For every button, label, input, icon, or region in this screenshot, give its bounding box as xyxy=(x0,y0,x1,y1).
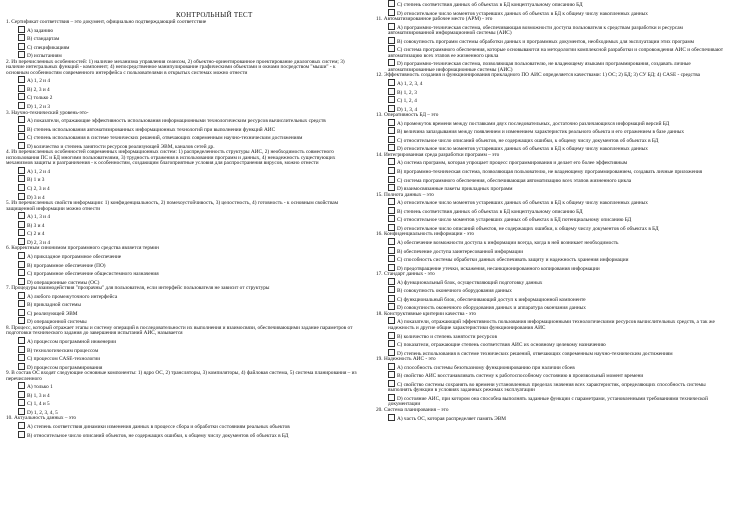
answer-text: D) предотвращение утечки, искажения, несанкционированного копирования информации xyxy=(397,265,600,272)
answer-option[interactable] xyxy=(376,88,728,97)
checkbox-icon[interactable] xyxy=(388,394,395,401)
answer-text: B) относительное число описаний объектов, не содержащих ошибки, к общему числу документов об объектах в БД xyxy=(27,432,289,439)
answer-text: B) 1 и 3 xyxy=(27,177,45,184)
answer-text: B) технологическим процессом xyxy=(27,347,99,354)
checkbox-icon[interactable] xyxy=(388,363,395,370)
answer-option[interactable] xyxy=(6,221,358,230)
answer-text: A) способность системы безотказному функционированию при наличии сбоев xyxy=(397,364,575,371)
answer-option[interactable] xyxy=(376,332,728,341)
question-text: 15. Полнота данных – это xyxy=(376,191,434,198)
answer-option[interactable] xyxy=(376,286,728,295)
answer-option[interactable] xyxy=(6,167,358,176)
question-text: 7. Процедуры взаимодействия "прозрачны" для пользователя, если интерфейс пользователя не зависит от структуры xyxy=(6,285,270,292)
checkbox-icon[interactable] xyxy=(18,221,25,228)
answer-option[interactable] xyxy=(376,176,728,185)
checkbox-icon[interactable] xyxy=(388,158,395,165)
checkbox-icon[interactable] xyxy=(388,332,395,339)
answer-option[interactable] xyxy=(6,26,358,35)
answer-option[interactable] xyxy=(376,0,728,9)
answer-text: C) 2, 3 и 4 xyxy=(27,186,50,193)
answer-text: D) взаимосвязанные пакеты прикладных программ xyxy=(397,186,513,193)
answer-text: A) степень соответствия динамики изменения данных в процессе сбора и обработки состояниям реальных объектов xyxy=(27,423,290,430)
checkbox-icon[interactable] xyxy=(18,278,25,285)
answer-option[interactable] xyxy=(6,300,358,309)
checkbox-icon[interactable] xyxy=(18,175,25,182)
answer-text: C) способность системы обработки данных обеспечивать защиту и надежность хранения информации xyxy=(397,257,629,264)
checkbox-icon[interactable] xyxy=(18,252,25,259)
question-block xyxy=(376,113,728,153)
checkbox-icon[interactable] xyxy=(388,380,395,387)
question-block xyxy=(376,232,728,272)
checkbox-icon[interactable] xyxy=(18,125,25,132)
question-text: 11. Автоматизированное рабочее место (АРМ) - это xyxy=(376,16,493,23)
checkbox-icon[interactable] xyxy=(18,399,25,406)
question-block xyxy=(376,193,728,233)
answer-option[interactable] xyxy=(376,45,728,59)
checkbox-icon[interactable] xyxy=(388,105,395,112)
answer-option[interactable] xyxy=(6,116,358,125)
answer-option[interactable] xyxy=(6,175,358,184)
answer-option[interactable] xyxy=(6,212,358,221)
question-block xyxy=(376,17,728,73)
answer-text: C) 2 и 4 xyxy=(27,231,45,238)
question-block xyxy=(6,246,358,286)
answer-text: B) свойство АИС восстанавливать систему к работоспособному состоянию в произвольный момент времени xyxy=(397,373,644,380)
answer-text: A) относительное число моментов устаревших данных об объектах в БД к общему числу накопленных данных xyxy=(397,200,648,207)
answer-text: A) 1, 2 и 4 xyxy=(27,168,50,175)
question-text: 5. Из перечисленных свойств информации: 1) конфиденциальность, 2) помехоустойчивость, 3) целостность, 4) готовность - к основным свойствам защищенной информации можно отнести xyxy=(6,200,339,212)
checkbox-icon[interactable] xyxy=(18,269,25,276)
question-block xyxy=(376,312,728,357)
answer-text: C) степень использования в системе технических решений, отвечающих современным научно-техническим достижениям xyxy=(27,135,303,142)
checkbox-icon[interactable] xyxy=(18,142,25,149)
checkbox-icon[interactable] xyxy=(18,93,25,100)
answer-text: D) программно-техническая система, позволяющая пользователю, не владеющему языками программирования, создавать личные автоматизированные информационные системы (АИС) xyxy=(388,61,691,73)
checkbox-icon[interactable] xyxy=(18,422,25,429)
question-text: 20. Система планирования – это xyxy=(376,406,449,413)
answer-text: D) степень использования в системе технических решений, отвечающих современным научно-техническим достижениям xyxy=(397,350,673,357)
question-block xyxy=(376,0,728,17)
answer-text: B) величина запаздывания между появлением и изменением характеристик реального объекта и его отражением в базе данных xyxy=(397,129,685,136)
answer-text: А) заданию xyxy=(27,27,54,34)
checkbox-icon[interactable] xyxy=(18,85,25,92)
answer-option[interactable] xyxy=(6,43,358,52)
question-text: 17. Стандарт данных - это xyxy=(376,271,435,278)
answer-text: C) система программного обеспечения, которые основываются на методологии комплексной разработки и сопровождения АИС и обеспечивают автоматизацию всех этапов ее жизненного цикла xyxy=(388,47,724,59)
answer-option[interactable] xyxy=(6,229,358,238)
checkbox-icon[interactable] xyxy=(388,207,395,214)
checkbox-icon[interactable] xyxy=(388,414,395,421)
checkbox-icon[interactable] xyxy=(18,363,25,370)
checkbox-icon[interactable] xyxy=(18,116,25,123)
checkbox-icon[interactable] xyxy=(18,102,25,109)
answer-option[interactable] xyxy=(6,34,358,43)
answer-text: B) количество и степень занятости ресурсов xyxy=(397,333,497,340)
answer-option[interactable] xyxy=(376,278,728,287)
answer-option[interactable] xyxy=(376,96,728,105)
answer-text: C) показатели, отражающие степень соответствия АИС их основному целевому назначению xyxy=(397,342,606,349)
answer-option[interactable] xyxy=(6,85,358,94)
answer-text: B) обеспечение доступа заинтересованной информации xyxy=(397,248,524,255)
answer-option[interactable] xyxy=(376,371,728,380)
answer-text: A) обеспечение возможности доступа к информации всегда, когда в ней возникает необходимость xyxy=(397,239,619,246)
checkbox-icon[interactable] xyxy=(18,309,25,316)
answer-text: C) программное обеспечение общесистемного назначения xyxy=(27,271,159,278)
answer-text: A) 1, 2 и 4 xyxy=(27,78,50,85)
answer-option[interactable] xyxy=(376,394,728,408)
answer-option[interactable] xyxy=(376,340,728,349)
answer-text: C) относительное число описаний объектов, не содержащих ошибки, к общему числу документов об объектах в БД xyxy=(397,137,659,144)
question-text: 9. В состав ОС входят следующие основные компоненты: 1) ядро ОС, 2) трансляторы, 3) компиляторы, 4) файловая система, 5) система планирования – из перечисленного xyxy=(6,370,357,382)
right-column xyxy=(376,0,728,422)
question-text: 1. Сертификат соответствия – это документ, официально подтверждающий соответствие xyxy=(6,19,207,25)
answer-text: A) программно-техническая система, обеспечивающая возможности доступа пользователя к средствам разработки и ресурсам автоматизированной информационной системы (АИС) xyxy=(388,24,683,37)
checkbox-icon[interactable] xyxy=(388,136,395,143)
answer-option[interactable] xyxy=(6,354,358,363)
answer-option[interactable] xyxy=(376,79,728,88)
answer-text: A) только 1 xyxy=(27,384,53,391)
answer-text: B) степень использования автоматизированных информационных технологий при выполнении функций АИС xyxy=(27,126,276,133)
answer-option[interactable] xyxy=(376,247,728,256)
question-block xyxy=(6,416,358,439)
checkbox-icon[interactable] xyxy=(18,133,25,140)
answer-text: B) совокупность программ системы обработки данных и программных документов, необходимых для эксплуатации этих программ xyxy=(397,38,695,45)
answer-option[interactable] xyxy=(376,238,728,247)
answer-option[interactable] xyxy=(376,363,728,372)
question-block xyxy=(376,408,728,422)
checkbox-icon[interactable] xyxy=(18,317,25,324)
checkbox-icon[interactable] xyxy=(388,79,395,86)
answer-option[interactable] xyxy=(6,133,358,142)
answer-text: D) операционные системы (ОС) xyxy=(27,279,100,286)
answer-text: B) 2, 3 и 4 xyxy=(27,86,50,93)
answer-text: D) процессом программирования xyxy=(27,364,103,371)
question-text: 18. Конструктивные критерии качества - это xyxy=(376,310,477,317)
checkbox-icon[interactable] xyxy=(388,349,395,356)
answer-text: D) состояние АИС, при котором она способна выполнять заданные функции с параметрами, установленными требованиями технической документации xyxy=(388,395,708,408)
answer-text: C) процессом CASE-технологии xyxy=(27,356,101,363)
checkbox-icon[interactable] xyxy=(18,43,25,50)
answer-option[interactable] xyxy=(6,269,358,278)
checkbox-icon[interactable] xyxy=(18,212,25,219)
checkbox-icon[interactable] xyxy=(388,286,395,293)
checkbox-icon[interactable] xyxy=(18,337,25,344)
checkbox-icon[interactable] xyxy=(18,238,25,245)
answer-option[interactable] xyxy=(376,37,728,46)
answer-option[interactable] xyxy=(6,261,358,270)
question-block xyxy=(376,73,728,113)
checkbox-icon[interactable] xyxy=(388,184,395,191)
question-block xyxy=(6,60,358,111)
checkbox-icon[interactable] xyxy=(18,431,25,438)
answer-text: A) функциональный блок, осуществляющий подготовку данных xyxy=(397,279,543,286)
answer-text: B) программно-техническая система, позволяющая пользователю, не владеющему программированием, создавать личные приложения xyxy=(397,169,703,176)
answer-text: D) 1, 3, 4 xyxy=(397,106,418,113)
answer-option[interactable] xyxy=(6,252,358,261)
answer-text: B) программное обеспечение (ПО) xyxy=(27,262,106,269)
question-text: 16. Конфиденциальность информации - это xyxy=(376,231,475,238)
checkbox-icon[interactable] xyxy=(388,88,395,95)
answer-option[interactable] xyxy=(6,93,358,102)
answer-text: D) 3 и 4 xyxy=(27,194,45,201)
answer-text: C) относительное число моментов устаревших данных об объектах в БД потенциальному описанию БД xyxy=(397,217,632,224)
answer-option[interactable] xyxy=(376,136,728,145)
checkbox-icon[interactable] xyxy=(18,167,25,174)
question-text: 3. Научно-технический уровень-это- xyxy=(6,109,89,116)
question-block xyxy=(6,20,358,60)
checkbox-icon[interactable] xyxy=(18,354,25,361)
checkbox-icon[interactable] xyxy=(388,23,395,30)
checkbox-icon[interactable] xyxy=(388,198,395,205)
question-block xyxy=(6,111,358,151)
question-text: 19. Надежность АИС - это xyxy=(376,356,436,363)
checkbox-icon[interactable] xyxy=(388,224,395,231)
answer-text: D) 1, 2 и 3 xyxy=(27,104,50,111)
checkbox-icon[interactable] xyxy=(388,340,395,347)
answer-option[interactable] xyxy=(6,346,358,355)
checkbox-icon[interactable] xyxy=(18,229,25,236)
answer-text: A) система программ, которая упрощает процесс программирования и делает его более эффективным xyxy=(397,160,628,167)
answer-text: C) только 2 xyxy=(27,95,53,102)
answer-text: C) свойство системы сохранять во времени установленных пределах значения всех характеристик, определяющих способность системы выполнять функции в условиях заданных режимах эксплуатации xyxy=(388,381,706,394)
answer-text: D) относительное число описаний объектов, не содержащих ошибки, к общему числу документов об объектах в БД xyxy=(397,225,659,232)
question-text: 12. Эффективность создания и функционирования прикладного ПО АИС определяется качествами: 1) ОС; 2) БД; 3) СУ БД; 4) CASE - средства xyxy=(376,72,701,79)
answer-text: D) совокупность оконечного оборудования данных и аппаратура окончания данных xyxy=(397,305,586,312)
checkbox-icon[interactable] xyxy=(388,215,395,222)
checkbox-icon[interactable] xyxy=(18,193,25,200)
answer-text: C) реализующей ЭВМ xyxy=(27,310,78,317)
checkbox-icon[interactable] xyxy=(388,167,395,174)
checkbox-icon[interactable] xyxy=(388,317,395,324)
answer-text: B) 1, 3 и 4 xyxy=(27,392,50,399)
question-text: 6. Корректным синонимом программного средства является термин xyxy=(6,245,159,252)
answer-text: C) 1, 2, 4 xyxy=(397,98,417,105)
checkbox-icon[interactable] xyxy=(18,300,25,307)
checkbox-icon[interactable] xyxy=(388,37,395,44)
checkbox-icon[interactable] xyxy=(388,144,395,151)
checkbox-icon[interactable] xyxy=(388,303,395,310)
checkbox-icon[interactable] xyxy=(388,264,395,271)
answer-text: A) 1, 2, 3, 4 xyxy=(397,81,423,88)
question-text: 8. Процесс, который отражает этапы и систему операций в последовательности их выполнения и взаимосвязи, обеспечивающими задание параметров от подготовки технического задания до завершения испытаний АИС, называется xyxy=(6,324,353,337)
checkbox-icon[interactable] xyxy=(388,9,395,16)
answer-option[interactable] xyxy=(6,431,358,440)
answer-option[interactable] xyxy=(376,414,728,423)
answer-option[interactable] xyxy=(6,125,358,134)
checkbox-icon[interactable] xyxy=(388,127,395,134)
answer-option[interactable] xyxy=(6,391,358,400)
answer-option[interactable] xyxy=(376,119,728,128)
checkbox-icon[interactable] xyxy=(388,238,395,245)
answer-text: A) любого промежуточного интерфейса xyxy=(27,293,118,300)
answer-text: A) 1, 3 и 4 xyxy=(27,214,50,221)
checkbox-icon[interactable] xyxy=(388,45,395,52)
checkbox-icon[interactable] xyxy=(18,76,25,83)
answer-text: A) прикладное программное обеспечение xyxy=(27,253,122,260)
answer-option[interactable] xyxy=(376,207,728,216)
answer-text: C) функциональный блок, обеспечивающий доступ к информационной компоненте xyxy=(397,296,586,303)
checkbox-icon[interactable] xyxy=(18,261,25,268)
answer-option[interactable] xyxy=(376,215,728,224)
answer-text: C) спецификациям xyxy=(27,44,70,51)
checkbox-icon[interactable] xyxy=(18,34,25,41)
answer-text: D) количество и степень занятости ресурсов реализующей ЭВМ, каналов сетей др. xyxy=(27,143,215,150)
question-block xyxy=(376,153,728,193)
answer-text: D) 2, 3 и 4 xyxy=(27,239,50,246)
checkbox-icon[interactable] xyxy=(18,184,25,191)
question-text: 4. Из перечисленных особенностей современных информационных систем: 1) распределенность структуры АИС, 2) необходимость совместного использования ПС и БД многими пользователями, 3) трудность отражения в использовании программ и данных, 4) ненадежность существующих механизмов защиты и разграничения - к особенностям, создающим благоприятные условия для распространения вирусов, можно отнести xyxy=(6,149,336,167)
answer-text: C) система программного обеспечения, обеспечивающая автоматизацию всех этапов жизненного цикла xyxy=(397,177,632,184)
answer-option[interactable] xyxy=(6,382,358,391)
question-text: 10. Актуальность данных – это xyxy=(6,415,76,422)
answer-text: A) часть ОС, которая распределяет память ЭВМ xyxy=(397,415,506,422)
checkbox-icon[interactable] xyxy=(388,119,395,126)
checkbox-icon[interactable] xyxy=(18,391,25,398)
question-text: 2. Из перечисленных особенностей: 1) наличие механизма управления сеансом, 2) объектно-ориентированное проектирование диалоговых систем; 3) наличие интегральных функций - компонент; 4) непосредственное манипулирование графическими объектами и окнами посредством "мыши" - к основным особенностям современного интерфейса с пользователями в открытых системах можно отнести xyxy=(6,58,345,76)
checkbox-icon[interactable] xyxy=(18,292,25,299)
question-block xyxy=(6,371,358,416)
answer-text: B) стандартам xyxy=(27,36,60,43)
answer-text: A) промежуток времени между поставками двух последовательных, достаточно различающихся информаций версий БД xyxy=(397,120,670,127)
answer-text: D) 1, 2, 3, 4, 5 xyxy=(27,409,58,416)
answer-option[interactable] xyxy=(6,422,358,431)
checkbox-icon[interactable] xyxy=(388,96,395,103)
answer-option[interactable] xyxy=(6,292,358,301)
answer-option[interactable] xyxy=(6,76,358,85)
answer-text: B) совокупность оконечного оборудования данных xyxy=(397,288,512,295)
answer-text: D) испытаниям xyxy=(27,53,62,60)
checkbox-icon[interactable] xyxy=(18,382,25,389)
question-text: 14. Интегрированная среда разработки программ – это xyxy=(376,151,500,158)
question-text: 13. Оперативность БД – это xyxy=(376,112,439,119)
answer-option[interactable] xyxy=(376,23,728,37)
question-block xyxy=(6,201,358,246)
checkbox-icon[interactable] xyxy=(388,0,395,7)
answer-text: B) 1, 2, 3 xyxy=(397,89,417,96)
answer-option[interactable] xyxy=(376,255,728,264)
answer-option[interactable] xyxy=(6,184,358,193)
checkbox-icon[interactable] xyxy=(388,255,395,262)
answer-text: C) 1, 4 и 5 xyxy=(27,401,50,408)
question-block xyxy=(6,326,358,371)
checkbox-icon[interactable] xyxy=(388,295,395,302)
answer-option[interactable] xyxy=(6,399,358,408)
answer-text: A) процессом программной инженерии xyxy=(27,338,117,345)
answer-text: D) относительное число моментов устаревших данных об объектах в БД к общему числу накопленных данных xyxy=(397,10,648,17)
answer-option[interactable] xyxy=(6,337,358,346)
answer-option[interactable] xyxy=(376,158,728,167)
answer-option[interactable] xyxy=(376,198,728,207)
answer-text: B) 3 и 4 xyxy=(27,222,45,229)
question-block xyxy=(376,357,728,408)
checkbox-icon[interactable] xyxy=(18,26,25,33)
checkbox-icon[interactable] xyxy=(388,176,395,183)
answer-text: D) операционной системы xyxy=(27,319,87,326)
answer-option[interactable] xyxy=(376,317,728,331)
checkbox-icon[interactable] xyxy=(388,278,395,285)
checkbox-icon[interactable] xyxy=(18,346,25,353)
answer-text: B) степень соответствия данных об объектах в БД концептуальному описанию БД xyxy=(397,208,583,215)
question-block xyxy=(6,150,358,201)
answer-text: B) прикладной системы xyxy=(27,302,81,309)
answer-option[interactable] xyxy=(376,167,728,176)
answer-text: A) показатели, отражающий эффективность пользования информационными технологическими ресурсов вычислительных средств, а так же надежность и другие общие характеристики функционирования АИС xyxy=(388,319,715,331)
answer-option[interactable] xyxy=(6,309,358,318)
checkbox-icon[interactable] xyxy=(388,59,395,66)
question-block xyxy=(376,272,728,312)
answer-option[interactable] xyxy=(376,380,728,394)
answer-text: C) степень соответствия данных об объектах в БД концептуальному описанию БД xyxy=(397,2,583,8)
checkbox-icon[interactable] xyxy=(388,247,395,254)
checkbox-icon[interactable] xyxy=(18,408,25,415)
answer-option[interactable] xyxy=(376,295,728,304)
answer-text: A) показатели, отражающие эффективность использования информационными технологическим ресурсов вычислительных средств xyxy=(27,118,326,125)
checkbox-icon[interactable] xyxy=(388,371,395,378)
page-title: КОНТРОЛЬНЫЙ ТЕСТ xyxy=(176,11,253,19)
left-column xyxy=(6,0,358,439)
checkbox-icon[interactable] xyxy=(18,51,25,58)
question-block xyxy=(6,286,358,326)
answer-option[interactable] xyxy=(376,127,728,136)
answer-text: D) относительное число моментов устаревших данных об объектах в БД к общему числу накопленных данных xyxy=(397,146,648,153)
